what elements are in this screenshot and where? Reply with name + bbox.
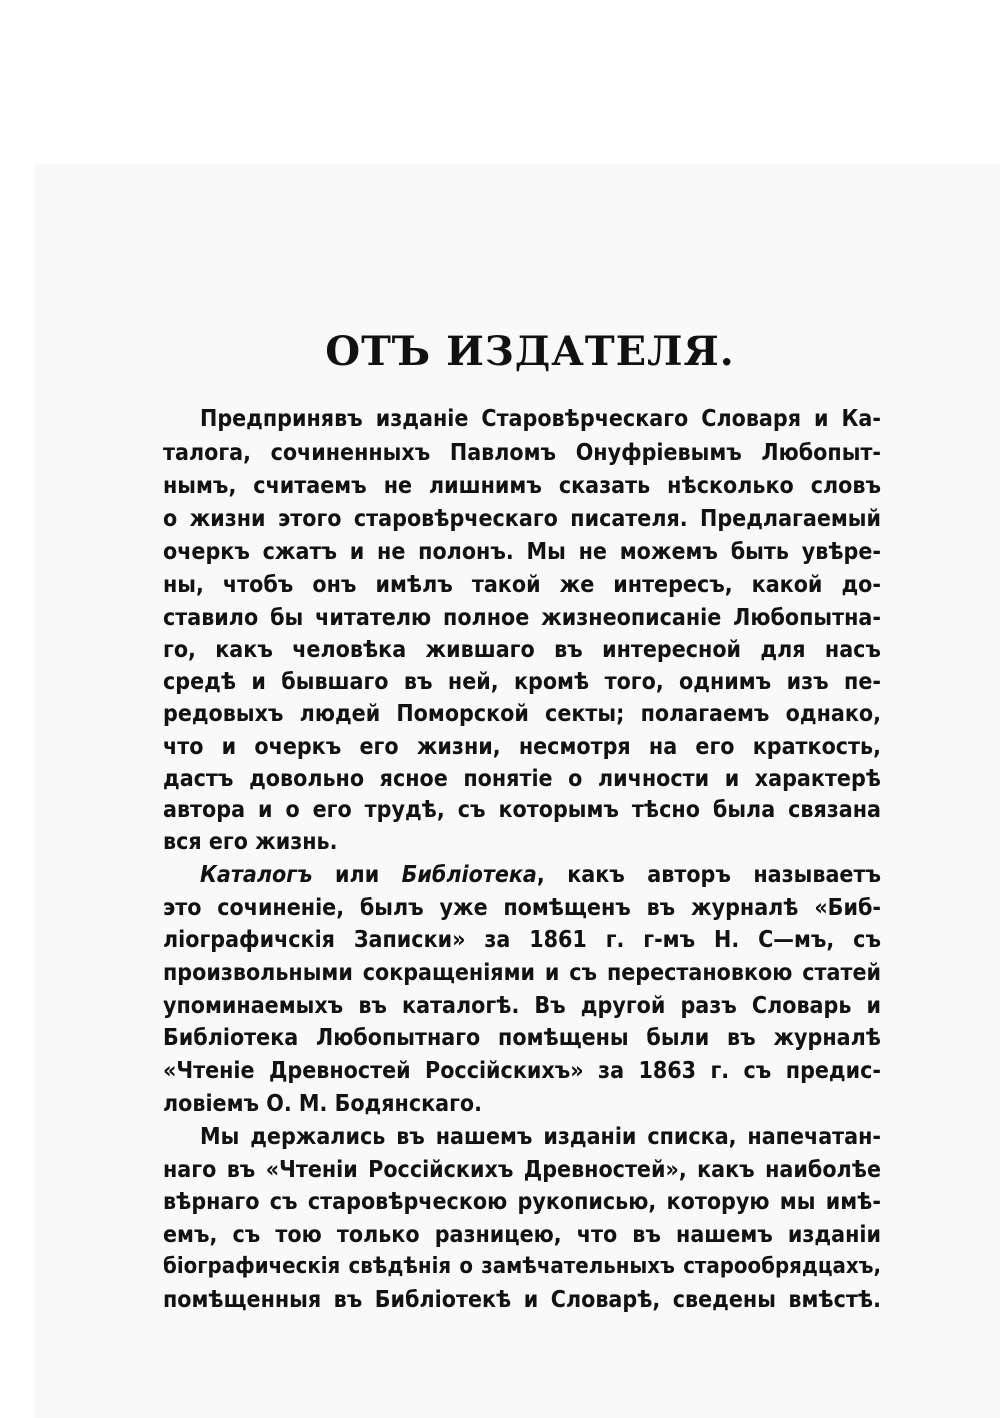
text-line: талога, сочиненныхъ Павломъ Онуфріевымъ Любопыт- <box>163 440 881 466</box>
text-line: біографическія свѣдѣнія о замѣчательныхъ старообрядцахъ, <box>163 1254 881 1279</box>
text-line-with-emphasis: Каталогъ или Библіотека, какъ авторъ называетъ <box>200 862 881 888</box>
text-line: средѣ и бывшаго въ ней, кромѣ того, однимъ изъ пе- <box>163 669 881 695</box>
emphasis-word: Каталогъ <box>200 862 313 888</box>
text-line: упоминаемыхъ въ каталогѣ. Въ другой разъ Словарь и <box>163 993 881 1019</box>
text-line: очеркъ сжатъ и не полонъ. Мы не можемъ быть увѣре- <box>163 539 881 565</box>
text-line: ліографичскія Записки» за 1861 г. г-мъ Н. С—мъ, съ <box>163 927 881 953</box>
text-line: это сочиненіе, былъ уже помѣщенъ въ журналѣ «Биб- <box>163 895 881 921</box>
emphasis-word: Библіотека <box>401 862 537 888</box>
text-line: нымъ, считаемъ не лишнимъ сказать нѣсколько словъ <box>163 473 881 499</box>
page-title: ОТЪ ИЗДАТЕЛЯ. <box>325 328 735 375</box>
text-line: го, какъ человѣка жившаго въ интересной для насъ <box>163 637 881 663</box>
text-line: Библіотека Любопытнаго помѣщены были въ журналѣ <box>163 1025 881 1051</box>
text-line: емъ, съ тою только разницею, что въ нашемъ изданіи <box>163 1222 881 1248</box>
text-line: дастъ довольно ясное понятіе о личности и характерѣ <box>163 766 881 792</box>
text-line: что и очеркъ его жизни, несмотря на его краткость, <box>163 734 881 760</box>
text-line: автора и о его трудѣ, съ которымъ тѣсно была связана <box>163 797 881 823</box>
text-line: Мы держались въ нашемъ изданіи списка, напечатан- <box>200 1124 881 1150</box>
text-line: наго въ «Чтеніи Россійскихъ Древностей», какъ наиболѣе <box>163 1157 881 1183</box>
text-line: ставило бы читателю полное жизнеописаніе Любопытна- <box>163 605 881 631</box>
text-line: «Чтеніе Древностей Россійскихъ» за 1863 г. съ предис- <box>163 1058 881 1084</box>
text-line: ны, чтобъ онъ имѣлъ такой же интересъ, какой до- <box>163 572 881 598</box>
text-line: Предпринявъ изданіе Старовѣрческаго Словаря и Ка- <box>200 406 881 432</box>
text-line: вѣрнаго съ старовѣрческою рукописью, которую мы имѣ- <box>163 1189 881 1215</box>
text-line: вся его жизнь. <box>163 829 338 855</box>
text-line: произвольными сокращеніями и съ перестановкою статей <box>163 960 881 986</box>
text-line: помѣщенныя въ Библіотекѣ и Словарѣ, сведены вмѣстѣ. <box>163 1287 881 1313</box>
text-line: редовыхъ людей Поморской секты; полагаемъ однако, <box>163 701 881 727</box>
text-line: о жизни этого старовѣрческаго писателя. Предлагаемый <box>163 506 881 532</box>
text-line: ловіемъ О. М. Бодянскаго. <box>163 1091 483 1117</box>
